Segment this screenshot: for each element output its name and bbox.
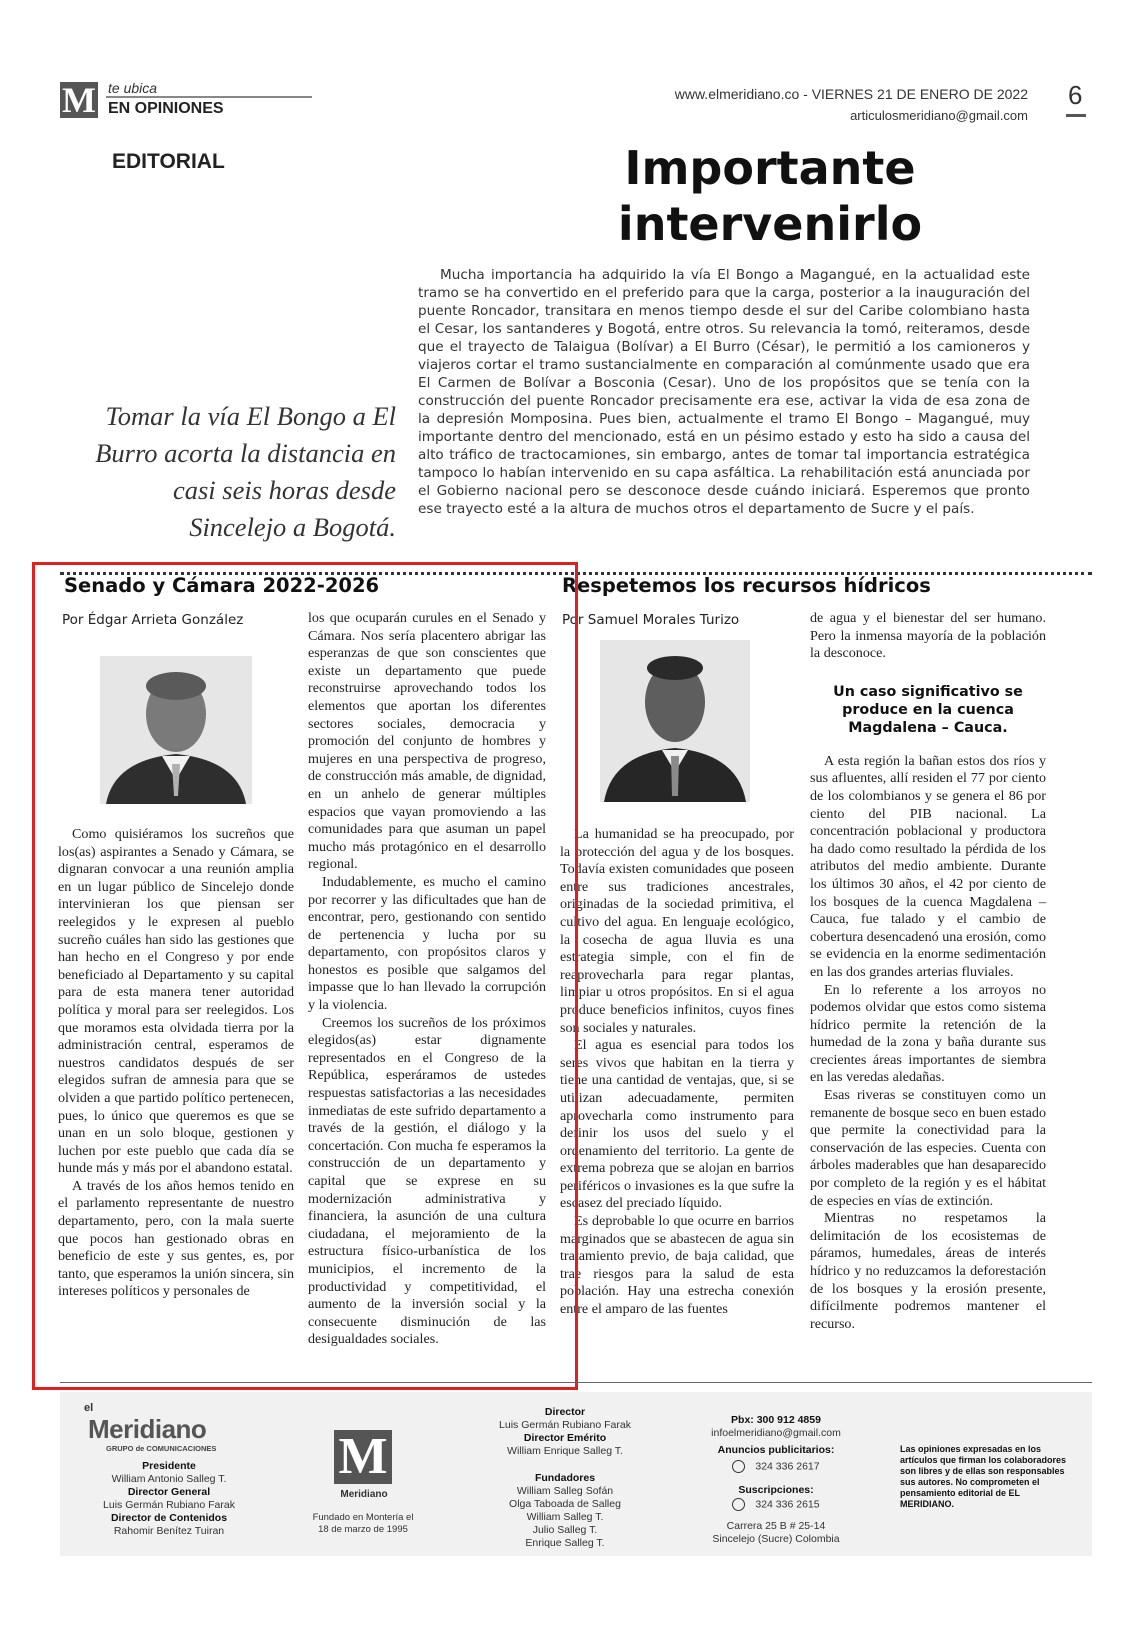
byline-left: Por Édgar Arrieta González — [62, 612, 244, 628]
meridiano-mark: M — [334, 1430, 392, 1484]
paragraph: A esta región la bañan estos dos ríos y sus afluentes, allí residen el 77 por ciento de los colombianos y se genera el 86 por ciento del PIB nacional. La concentración poblacional y productora ha dado como resultado la pérdida de los atributos del medio ambiente. Durante los últimos 30 años, el 42 por ciento de los bosques de la cuenca Magdalena – Cauca, fue talado y el cambio de cobertura desencadenó una erosión, como se evidencia en la enorme sedimentación en las dos grandes arterias fluviales. — [810, 752, 1046, 980]
paragraph: A través de los años hemos tenido en el parlamento representante de nuestro departamento, pero, con la mala suerte que pocos han gestionado obras en beneficio de este y sus gentes, es, por tanto, que esperamos la unión sincera, sin intereses políticos y personales de — [58, 1177, 294, 1300]
paragraph: En lo referente a los arroyos no podemos olvidar que estos como sistema hídrico permite la retención de la humedad de la zona y baña durante sus crecientes áreas importantes de siembra en las veredas aledañas. — [810, 981, 1046, 1086]
highlight-box — [32, 562, 578, 1390]
footer-logo-el: el — [84, 1402, 94, 1414]
anuncios-phone-row[interactable] — [690, 1460, 862, 1473]
director-emerito-name: William Enrique Salleg T. — [507, 1445, 623, 1457]
founded-note: Fundado en Montería el 18 de marzo de 1995 — [312, 1512, 414, 1535]
pull-quote: Tomar la vía El Bongo a El Burro acorta la distancia en casi seis horas desde Sincelejo a Bogotá. — [95, 401, 396, 542]
whatsapp-icon — [732, 1498, 745, 1511]
pbx: Pbx: 300 912 4859 — [731, 1414, 821, 1426]
header-rule — [106, 96, 312, 98]
presidente-name: William Antonio Salleg T. — [111, 1473, 227, 1485]
paragraph: Esas riveras se constituyen como un remanente de bosque seco en buen estado que permite la conectividad para la conservación de las especies. Cuenta con árboles maderables que han desaparecido por completo de la región y es el hábitat de especies en vías de extinción. — [810, 1087, 1046, 1209]
paragraph: Es deprobable lo que ocurre en barrios marginados que se abastecen de agua sin tratamiento previo, de baja calidad, que trae riesgos para la salud de esta población. Hay una estrecha conexión entre el amparo de las fuentes — [560, 1213, 794, 1318]
footer-logo-subtitle: GRUPO de COMUNICACIONES — [106, 1444, 217, 1453]
editorial-body: Mucha importancia ha adquirido la vía El Bongo a Magangué, en la actualidad este tramo se ha convertido en el preferido para que la carga, posterior a la inauguración del puente Roncador, transitara en menos tiempo desde el sur del Caribe colombiano hasta el Cesar, los santanderes y Bogotá, entre otros. Su relevancia la tomó, reiteramos, desde que el trayecto de Talaigua (Bolívar) a El Burro (César), le permitió a los camioneros y viajeros cortar el tramo sustancialmente en comparación al comúnmente usado que era El Carmen de Bolívar a Bosconia (Cesar). Uno de los propósitos que se tenía con la construcción del puente Roncador precisamente era ese, activar la vida de esa zona de la depresión Momposina. Pues bien, actualmente el tramo El Bongo – Magangué, muy importante dentro del mencionado, está en un pésimo estado y esto ha sido a causa del alto tráfico de tractocamiones, sin embargo, antes de tomar tal importancia estratégica tampoco lo habían intervenido en su capa asfáltica. La rehabilitación está anunciada por el Gobierno nacional pero se desconoce desde cuándo iniciará. Esperemos que pronto ese trayecto esté a la altura de muchos otros el departamento de Sucre y el país. — [418, 267, 1030, 517]
footer-email[interactable]: infoelmeridiano@gmail.com — [711, 1427, 841, 1439]
site-date[interactable]: www.elmeridiano.co - VIERNES 21 DE ENERO DE 2022 — [674, 86, 1028, 102]
article-title-left: Senado y Cámara 2022-2026 — [64, 574, 380, 597]
page-number: 6 — [1068, 80, 1083, 110]
article-title-right: Respetemos los recursos hídricos — [562, 574, 931, 597]
director-name: Luis Germán Rubiano Farak — [499, 1419, 631, 1431]
address: Carrera 25 B # 25-14 — [726, 1520, 826, 1532]
fundador: Julio Salleg T. — [532, 1524, 598, 1536]
portrait-icon — [600, 640, 750, 802]
paragraph: Como quisiéramos los sucreños que los(as) aspirantes a Senado y Cámara, se dignaran convocar a una reunión amplia en un lugar público de Sincelejo donde intervinieran los que piensan ser reelegidos y le expresen al pueblo sucreño cuáles han sido las gestiones que han hecho en el Congreso y por ende beneficiado al Departamento y su capital para de esta manera tener autoridad política y moral para ser reelegidos. Los que moramos esta olvidada tierra por la administración central, esperamos de nuestros candidatos después de ser elegidos sufran de amnesia para que se olviden a que partido político pertenecen, pues, lo único que queremos es que se unan en un solo bloque, gestionen y luchen por este pueblo que cada día se hunde más y más por el abandono estatal. — [58, 826, 294, 1177]
contact-email[interactable]: articulosmeridiano@gmail.com — [850, 108, 1028, 123]
fundador: Olga Taboada de Salleg — [509, 1498, 621, 1510]
presidente-label: Presidente — [142, 1460, 196, 1472]
suscripciones-label: Suscripciones: — [738, 1484, 814, 1496]
city: Sincelejo (Sucre) Colombia — [712, 1533, 840, 1545]
anuncios-label: Anuncios publicitarios: — [717, 1444, 835, 1456]
director-general-name: Luis Germán Rubiano Farak — [103, 1499, 235, 1511]
section-name: EN OPINIONES — [108, 100, 224, 117]
fundador: Enrique Salleg T. — [525, 1537, 605, 1549]
director-emerito-label: Director Emérito — [523, 1432, 607, 1444]
author-photo-right — [600, 640, 750, 802]
editorial-disclaimer: Las opiniones expresadas en los artículos que firman los colaboradores son libres y de ellas son responsables sus autores. No comprometen el pensamiento editorial de EL MERIDIANO. — [900, 1444, 1067, 1509]
suscripciones-phone[interactable]: 324 336 2615 — [755, 1498, 820, 1511]
article-right-column-2 — [810, 610, 1046, 1332]
paragraph: La humanidad se ha preocupado, por la protección del agua y de los bosques. Todavía existen comunidades que poseen entre sus tradiciones ancestrales, originadas de la sociedad primitiva, el cultivo del agua. En lenguaje ecológico, la cosecha de agua lluvia es una estrategia simple, con el fin de reaprovecharla para regar plantas, limpiar u otros propósitos. En si el agua produce beneficios infinitos, cuyos fines son sociales y naturales. — [560, 826, 794, 1036]
director-contenidos-label: Director de Contenidos — [110, 1512, 228, 1524]
paragraph: El agua es esencial para todos los seres vivos que habitan en la tierra y tiene una cantidad de ventajas, que, si se utilizan adecuadamente, permiten aprovecharla como instrumento para definir los usos del suelo y el ordenamiento del territorio. La gente de extrema pobreza que se alojan en barrios periféricos o invasiones es la que sufre la escasez del preciado líquido. — [560, 1037, 794, 1212]
director-general-label: Director General — [127, 1486, 211, 1498]
paragraph: Creemos los sucreños de los próximos elegidos(as) estar dignamente representados en el Congreso de la República, esperáramos de ustedes respuestas satisfactorias a las necesidades inmediatas de este sufrido departamento a través de la gestión, el diálogo y la concertación. Con mucha fe esperamos la construcción de un departamento y capital que se exprese en su modernización administrativa y financiera, la asunción de una cultura ciudadana, el mejoramiento de la estructura físico-urbanística de los municipios, el incremento de la productividad y competitividad, el aumento de la inversión social y la consecuente disminución de las desigualdades sociales. — [308, 1014, 546, 1348]
footer-logo: Meridiano — [88, 1414, 207, 1444]
whatsapp-icon — [732, 1460, 745, 1473]
article-subhead: Un caso significativo se produce en la cuenca Magdalena – Cauca. — [833, 683, 1023, 736]
paragraph: los que ocuparán curules en el Senado y Cámara. Nos sería placentero abrigar las esperanzas de que son conscientes que existe un departamento que puede reconstruirse aprovechando todos los elementos que aportan los diferentes sectores sociales, democracia y promoción del conjunto de hombres y mujeres en una perspectiva de progreso, de construcción más amable, de dignidad, en un anhelo de generar múltiples espacios que vayan promoviendo a las comunidades para que asuman un papel mucho más protagónico en el desarrollo regional. — [308, 610, 546, 873]
bottom-rule — [60, 1382, 1092, 1383]
fundadores-label: Fundadores — [534, 1472, 596, 1484]
article-right-column-1 — [560, 826, 794, 1316]
editorial-headline: Importante intervenirlo — [617, 141, 923, 251]
tagline: te ubica — [108, 80, 158, 96]
byline-right: Por Samuel Morales Turizo — [562, 612, 740, 628]
meridiano-logo: M — [60, 82, 98, 118]
paragraph: Mientras no respetamos la delimitación de los ecosistemas de páramos, humedales, áreas de interés hídrico y no reduzcamos la deforestación de los bosques y la erosión presente, difícilmente podremos mantener el recurso. — [810, 1210, 1046, 1332]
editorial-label: EDITORIAL — [112, 150, 225, 173]
meridiano-mark-name: Meridiano — [340, 1489, 388, 1500]
fundador: William Salleg T. — [526, 1511, 604, 1523]
paragraph: de agua y el bienestar del ser humano. Pero la inmensa mayoría de la población la desconoce. — [810, 610, 1046, 662]
anuncios-phone[interactable]: 324 336 2617 — [755, 1460, 820, 1473]
paragraph: Indudablemente, es mucho el camino por recorrer y las dificultades que han de encontrar, pero, gestionando con sentido de pertenencia y lucha por su departamento, con propósitos claros y honestos es posible que salgamos del impasse que lo han llevado la corrupción y la violencia. — [308, 873, 546, 1014]
director-contenidos-name: Rahomir Benítez Tuiran — [113, 1525, 225, 1537]
fundador: William Salleg Sofán — [516, 1485, 614, 1497]
page-number-rule — [1066, 114, 1086, 117]
director-label: Director — [544, 1406, 586, 1418]
suscripciones-phone-row[interactable] — [690, 1498, 862, 1511]
